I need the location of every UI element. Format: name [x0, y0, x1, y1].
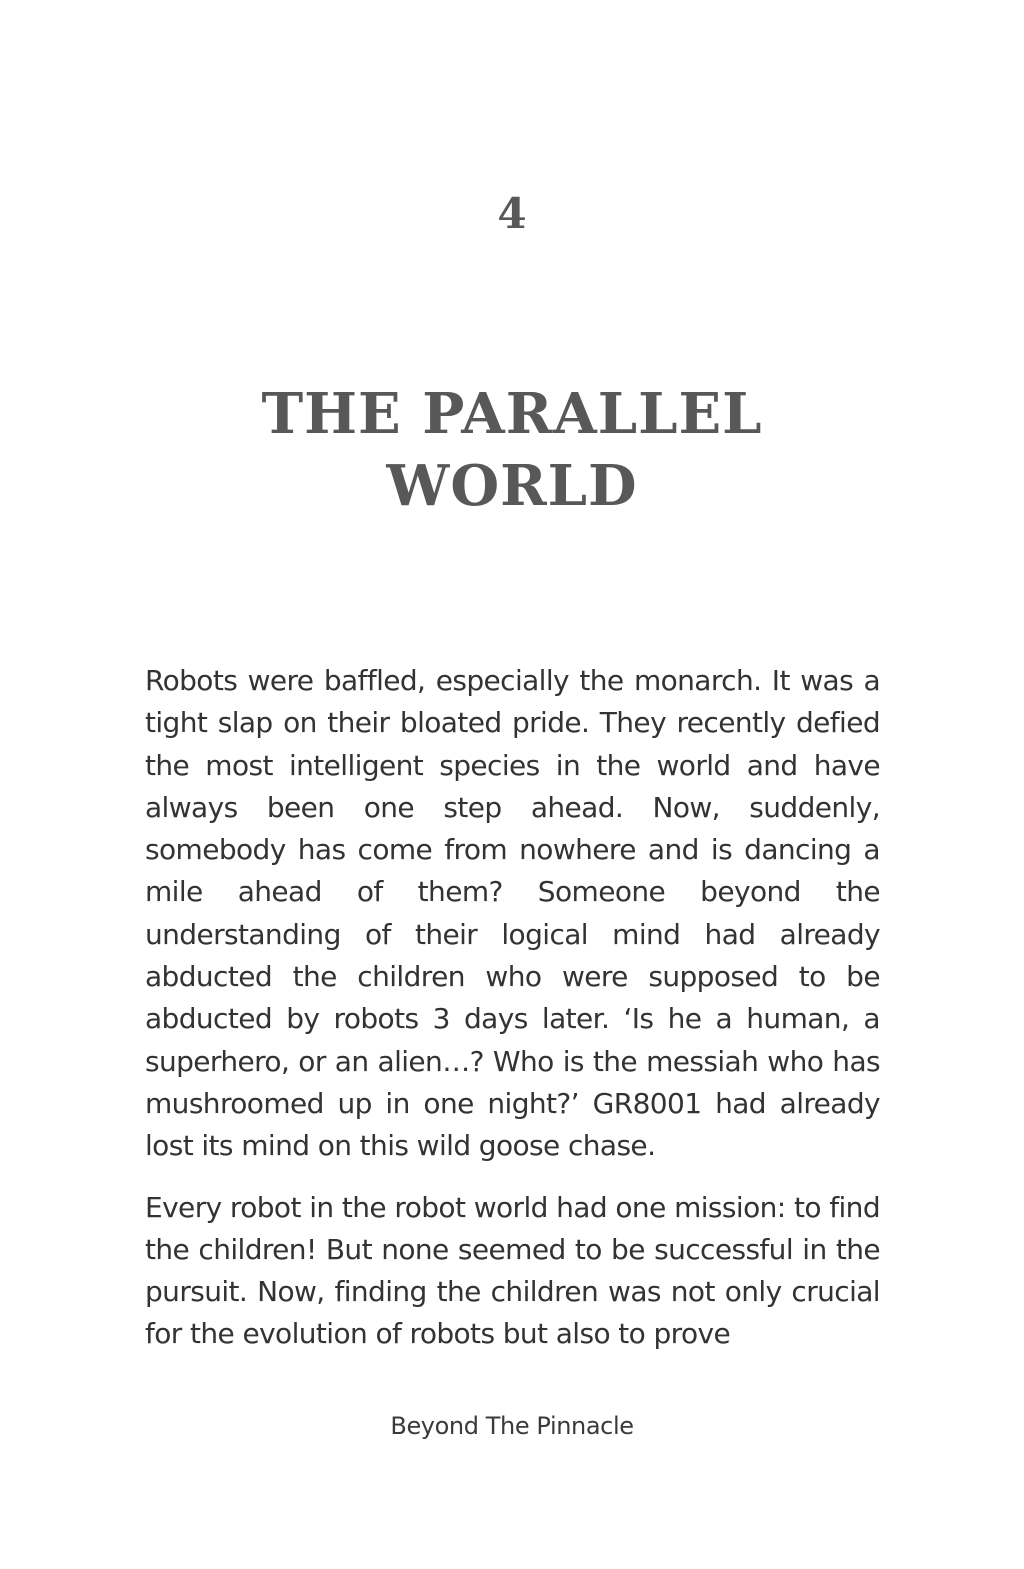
chapter-body	[145, 660, 880, 1375]
chapter-title	[0, 378, 1024, 522]
chapter-title-line-1: THE PARALLEL	[261, 381, 763, 447]
body-paragraph-2: Every robot in the robot world had one mission: to find the children! But none seemed to be successful in the pursuit. Now, finding the children was not only crucial for the evolution of robots but also to prove	[145, 1190, 880, 1351]
chapter-title-line-2: WORLD	[386, 453, 638, 519]
chapter-number: 4	[497, 189, 527, 238]
body-paragraph-1: Robots were baffled, especially the monarch. It was a tight slap on their bloated pride. They recently defied the most intelligent species in the world and have always been one step ahead. Now, suddenly, somebody has come from nowhere and is dancing a mile ahead of them? Someone beyond the understanding of their logical mind had already abducted the children who were supposed to be abducted by robots 3 days later. ‘Is he a human, a superhero, or an alien…? Who is the messiah who has mushroomed up in one night?’ GR8001 had already lost its mind on this wild goose chase.	[145, 664, 880, 1163]
page-footer-book-title: Beyond The Pinnacle	[390, 1412, 634, 1440]
